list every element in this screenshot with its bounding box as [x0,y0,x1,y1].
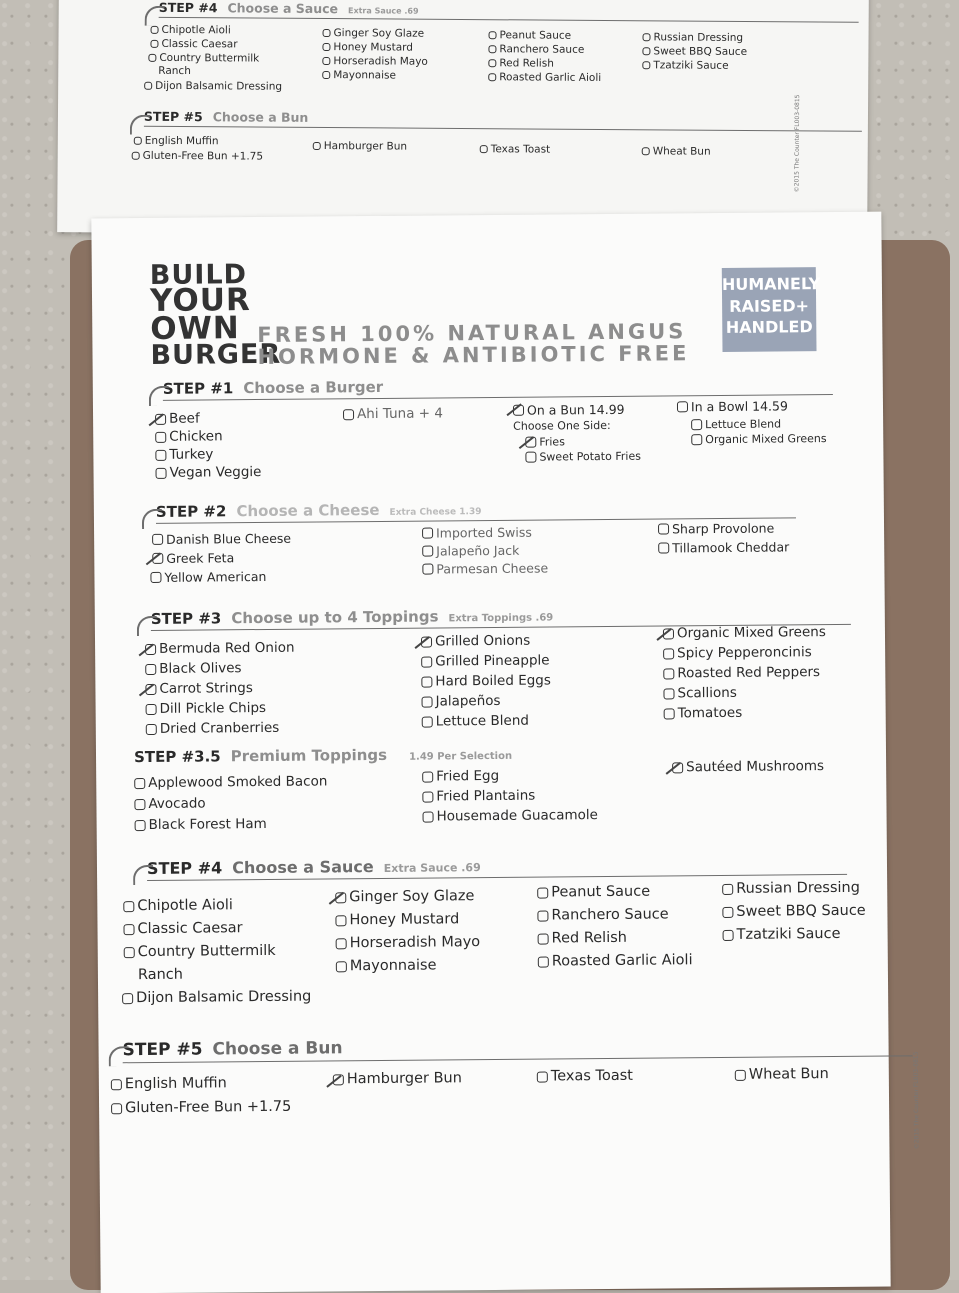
checkbox-icon[interactable] [150,572,161,583]
option-label: Red Relish [551,929,628,947]
option-grilled-onions[interactable] [421,633,530,650]
checkbox-icon[interactable] [664,708,675,719]
checkbox-icon[interactable] [135,820,146,831]
option-label: Housemade Guacamole [436,807,598,825]
checkbox-icon[interactable] [488,73,496,81]
option-texas-toast[interactable] [537,1068,633,1085]
step5-header: STEP #5 Choose a Bun [122,1033,912,1063]
back-option-red-relish[interactable] [488,57,554,69]
option-on-a-bun[interactable] [513,402,625,418]
option-label: Roasted Garlic Aioli [499,71,602,84]
option-honey-mustard[interactable] [335,911,459,928]
checkbox-icon[interactable] [152,534,163,545]
checkbox-icon[interactable] [480,145,488,153]
option-label: Choose One Side: [513,418,611,433]
checkbox-icon[interactable] [313,142,321,150]
checkbox-icon[interactable] [124,947,135,958]
option-bowl-mixed-greens[interactable] [691,432,826,446]
back-option-country-buttermilk[interactable] [148,52,259,65]
checkbox-icon[interactable] [323,29,331,37]
step4-header: STEP #4 Choose a Sauce Extra Sauce .69 [147,853,847,881]
option-vegan-veggie[interactable] [155,464,261,481]
option-label: Dijon Balsamic Dressing [155,79,283,93]
back-option-ranch [158,65,191,77]
option-label: Gluten-Free Bun +1.75 [125,1098,292,1117]
option-ahi-tuna[interactable] [343,405,443,422]
option-label: Organic Mixed Greens [676,624,826,642]
front-order-sheet [91,212,921,1293]
checkbox-icon[interactable] [336,938,347,949]
checkbox-icon[interactable] [663,688,674,699]
option-jalapeno-jack[interactable] [422,543,519,559]
back-option-english-muffin[interactable] [134,135,219,148]
checkbox-icon[interactable] [422,527,433,538]
back-option-ranchero[interactable] [488,43,584,56]
option-label: English Muffin [144,134,219,148]
option-russian-dressing[interactable] [722,880,860,897]
option-bermuda-red-onion[interactable] [145,640,295,657]
checkbox-icon[interactable] [343,409,354,420]
option-label: Texas Toast [490,143,551,156]
step-bracket [149,386,169,406]
humanely-raised-badge: HUMANELY RAISED+ HANDLED [722,267,817,352]
step2-header: STEP #2 Choose a Cheese Extra Cheese 1.39 [156,497,796,524]
option-label: Grilled Pineapple [435,652,550,670]
option-label: Turkey [169,446,214,463]
option-label: Fries [539,435,565,449]
checkbox-icon[interactable] [663,648,674,659]
option-sauteed-mushrooms[interactable] [672,758,824,775]
option-dried-cranberries[interactable] [146,720,280,737]
option-label: Ginger Soy Glaze [349,888,475,906]
option-yellow-american[interactable] [150,569,266,585]
checkbox-icon[interactable] [146,703,157,714]
option-label: Yellow American [164,568,267,585]
option-label: Ranch [137,966,183,984]
checkbox-icon[interactable] [123,924,134,935]
option-avocado[interactable] [134,795,205,812]
checkbox-icon[interactable] [146,723,157,734]
option-label: Honey Mustard [333,41,414,54]
option-label: Hard Boiled Eggs [435,672,551,690]
checkbox-icon[interactable] [642,47,650,55]
option-label: Spicy Pepperoncinis [677,644,812,662]
option-label: Greek Feta [166,550,235,566]
option-label: Roasted Garlic Aioli [551,952,693,970]
option-label: Wheat Bun [652,145,711,158]
back-option-texas-toast[interactable] [480,143,551,155]
option-tomatoes[interactable] [664,705,743,722]
back-option-russian[interactable] [642,31,743,44]
option-danish-blue[interactable] [152,531,291,547]
option-carrot-strings[interactable] [145,680,253,697]
checkbox-icon[interactable] [422,771,433,782]
checkbox-icon[interactable] [658,523,669,534]
option-label: Country Buttermilk [137,942,276,961]
option-chicken[interactable] [155,428,222,445]
option-label: Mayonnaise [349,957,437,975]
option-fried-egg[interactable] [422,768,499,785]
back-option-hamburger-bun[interactable] [313,140,407,153]
checkbox-icon[interactable] [537,887,548,898]
option-label: Jalapeños [435,692,501,710]
checkbox-icon[interactable] [537,910,548,921]
option-label: Sharp Provolone [671,520,775,537]
option-label: Jalapeño Jack [436,542,520,559]
option-roasted-garlic-aioli[interactable] [538,952,693,969]
checkbox-icon[interactable] [643,33,651,41]
checkbox-icon[interactable] [663,668,674,679]
checkbox-icon[interactable] [144,82,152,90]
option-scallions[interactable] [663,685,737,702]
option-parmesan[interactable] [422,560,548,576]
option-red-relish[interactable] [538,930,627,947]
checkbox-icon[interactable] [151,26,159,34]
checkbox-icon[interactable] [691,419,702,430]
option-label: Classic Caesar [137,920,243,938]
option-label: Dill Pickle Chips [159,699,267,717]
option-label: Fried Egg [436,767,500,785]
option-bowl-lettuce-blend[interactable] [691,417,781,431]
option-label: Lettuce Blend [705,417,782,432]
step1-header: STEP #1 Choose a Burger [163,374,833,401]
back-option-roasted-garlic[interactable] [488,71,601,84]
option-ranchero-sauce[interactable] [537,906,668,923]
checkbox-icon[interactable] [422,716,433,727]
option-label: Tzatziki Sauce [653,59,729,72]
checkbox-icon[interactable] [134,799,145,810]
option-label: Hamburger Bun [346,1070,462,1088]
option-label: Black Forest Ham [148,815,267,833]
option-label: Country Buttermilk [159,51,260,65]
checkbox-icon[interactable] [722,883,733,894]
option-label: Horseradish Mayo [349,934,481,952]
back-option-sweet-bbq[interactable] [642,45,747,58]
choose-one-side-label [513,419,611,433]
checkbox-icon[interactable] [422,696,433,707]
option-tzatziki-sauce[interactable] [723,926,841,943]
checkbox-icon[interactable] [145,663,156,674]
option-label: Hamburger Bun [323,140,408,153]
option-dijon-balsamic[interactable] [122,989,311,1007]
checkbox-icon[interactable] [538,956,549,967]
step-bracket [142,509,162,529]
option-label: Gluten-Free Bun +1.75 [142,149,264,163]
checkbox-icon[interactable] [122,993,133,1004]
option-label: Wheat Bun [748,1066,829,1083]
option-tillamook-cheddar[interactable] [658,539,789,555]
option-label: Sweet BBQ Sauce [736,902,866,920]
option-greek-feta[interactable] [152,550,234,566]
checkbox-icon[interactable] [134,137,142,145]
checkbox-icon[interactable] [421,656,432,667]
step35-header: STEP #3.5 Premium Toppings 1.49 Per Selection [133,745,513,767]
option-turkey[interactable] [155,446,213,463]
checkbox-icon[interactable] [489,31,497,39]
checkbox-icon[interactable] [132,152,140,160]
option-ranch-continuation [138,967,183,983]
checkbox-icon[interactable] [722,906,733,917]
checkbox-icon[interactable] [735,1069,746,1080]
option-label: Classic Caesar [161,37,238,51]
option-label: Parmesan Cheese [436,560,549,577]
option-label: Scallions [677,684,737,702]
tagline-hormone-free: HORMONE & ANTIBIOTIC FREE [257,341,690,370]
option-label: Dried Cranberries [159,719,280,737]
option-label: Bermuda Red Onion [159,639,295,657]
checkbox-icon[interactable] [422,791,433,802]
option-mayonnaise[interactable] [336,957,437,974]
option-label: Avocado [148,795,206,812]
step3-header: STEP #3 Choose up to 4 Toppings Extra Toppings .69 [151,604,851,631]
checkbox-icon[interactable] [421,676,432,687]
option-sweet-potato-fries[interactable] [525,450,641,464]
option-chipotle-aioli[interactable] [123,897,233,914]
option-country-buttermilk[interactable] [124,943,276,960]
step-bracket [130,115,150,135]
option-label: Sweet Potato Fries [539,449,641,464]
back-option-tzatziki[interactable] [642,59,728,72]
option-label: Ranchero Sauce [499,43,585,56]
back-option-chipotle-aioli[interactable] [151,24,231,37]
checkbox-icon[interactable] [642,147,650,155]
checkbox-icon[interactable] [658,542,669,553]
step-bracket [109,1046,129,1066]
checkbox-icon[interactable] [422,545,433,556]
option-housemade-guacamole[interactable] [422,807,597,825]
checkbox-icon[interactable] [691,434,702,445]
checkbox-icon[interactable] [335,915,346,926]
back-step5-header: STEP #5 Choose a Bun [144,109,862,132]
option-label: Mayonnaise [333,69,397,82]
option-label: Danish Blue Cheese [166,530,292,547]
option-black-olives[interactable] [145,660,241,677]
checkbox-icon[interactable] [322,57,330,65]
checkbox-icon[interactable] [423,811,434,822]
option-label: Horseradish Mayo [333,55,428,68]
checkbox-icon[interactable] [148,54,156,62]
option-label: English Muffin [124,1075,227,1093]
build-your-own-burger-title: BUILD YOUR OWN BURGER [149,259,282,372]
option-label: Russian Dressing [736,879,860,897]
back-option-honey-mustard[interactable] [322,41,413,54]
option-imported-swiss[interactable] [422,525,532,541]
option-label: In a Bowl 14.59 [690,398,788,415]
option-label: Chicken [169,428,223,445]
option-label: Russian Dressing [653,31,744,44]
option-sweet-bbq-sauce[interactable] [722,903,865,920]
checkbox-icon[interactable] [488,45,496,53]
option-ginger-soy-glaze[interactable] [335,888,474,905]
option-black-forest-ham[interactable] [135,816,267,833]
option-organic-mixed-greens[interactable] [663,624,826,641]
option-grilled-pineapple[interactable] [421,652,549,669]
option-hamburger-bun[interactable] [333,1070,462,1087]
option-roasted-red-peppers[interactable] [663,664,820,681]
option-label: Imported Swiss [436,524,532,541]
option-label: Ranch [158,64,191,78]
option-jalapenos[interactable] [421,693,500,710]
option-label: Grilled Onions [434,632,531,650]
option-label: Tillamook Cheddar [672,539,790,556]
checkbox-icon[interactable] [488,59,496,67]
checkbox-icon[interactable] [134,778,145,789]
option-beef[interactable] [155,411,200,427]
option-label: Organic Mixed Greens [705,432,827,447]
option-label: Tzatziki Sauce [736,925,841,943]
option-label: Red Relish [499,57,554,70]
option-label: Ginger Soy Glaze [333,27,425,40]
option-label: Dijon Balsamic Dressing [136,988,312,1007]
back-option-classic-caesar[interactable] [150,38,237,51]
option-label: Chipotle Aioli [137,897,233,915]
checkbox-icon[interactable] [677,401,688,412]
back-option-mayonnaise[interactable] [322,69,396,82]
option-label: Peanut Sauce [551,883,651,901]
option-label: Applewood Smoked Bacon [148,773,328,791]
option-label: Roasted Red Peppers [677,664,821,682]
checkbox-icon[interactable] [538,933,549,944]
option-label: Texas Toast [550,1067,633,1085]
back-option-dijon[interactable] [144,80,282,93]
option-classic-caesar[interactable] [123,920,242,937]
option-label: Vegan Veggie [169,463,262,481]
option-label: Peanut Sauce [499,29,572,42]
checkbox-icon[interactable] [155,431,166,442]
back-option-ginger-soy[interactable] [323,27,425,40]
checkbox-icon[interactable] [322,43,330,51]
option-peanut-sauce[interactable] [537,884,650,901]
back-option-horseradish[interactable] [322,55,428,68]
option-label: Chipotle Aioli [161,23,231,37]
option-label: Sweet BBQ Sauce [653,45,748,58]
option-fried-plantains[interactable] [422,788,535,805]
checkbox-icon[interactable] [642,61,650,69]
option-horseradish-mayo[interactable] [336,934,481,951]
tagline-angus: FRESH 100% NATURAL ANGUS [257,319,687,348]
step-bracket [133,865,153,885]
back-step4-header: STEP #4 Choose a Sauce Extra Sauce .69 [159,0,859,23]
option-hard-boiled-eggs[interactable] [421,672,551,689]
option-label: Honey Mustard [349,911,460,929]
option-label: Ranchero Sauce [551,906,669,924]
checkbox-icon[interactable] [111,1079,122,1090]
checkbox-icon[interactable] [336,961,347,972]
checkbox-icon[interactable] [322,71,330,79]
option-spicy-pepperoncinis[interactable] [663,644,812,661]
front-copyright: ©2015 The Counter FL003-0815 [912,1051,921,1150]
option-lettuce-blend[interactable] [422,713,529,730]
back-copyright: ©2015 The Counter FL003-0815 [793,94,802,193]
checkbox-icon[interactable] [723,929,734,940]
option-fries[interactable] [525,435,565,448]
option-label: Tomatoes [677,704,743,722]
back-option-gluten-free[interactable] [132,150,263,163]
checkbox-icon[interactable] [111,1103,122,1114]
option-label: Ahi Tuna + 4 [356,405,444,423]
option-sharp-provolone[interactable] [658,521,774,537]
checkbox-icon[interactable] [422,563,433,574]
checkbox-icon[interactable] [525,452,536,463]
option-label: On a Bun 14.99 [526,401,625,418]
checkbox-icon[interactable] [150,40,158,48]
option-dill-pickle-chips[interactable] [146,700,267,717]
back-order-sheet [57,0,869,238]
option-label: Beef [169,410,200,427]
option-label: Carrot Strings [159,680,253,697]
option-label: Fried Plantains [436,787,536,805]
checkbox-icon[interactable] [155,449,166,460]
option-label: Lettuce Blend [435,712,529,730]
option-english-muffin[interactable] [111,1075,227,1092]
step-bracket [137,616,157,636]
checkbox-icon[interactable] [123,901,134,912]
option-wheat-bun[interactable] [735,1066,829,1083]
option-label: Sautéed Mushrooms [686,758,825,776]
checkbox-icon[interactable] [155,467,166,478]
option-applewood-bacon[interactable] [134,773,327,791]
back-option-wheat-bun[interactable] [642,145,711,157]
option-gluten-free-bun[interactable] [111,1099,291,1117]
back-option-peanut[interactable] [488,29,571,42]
checkbox-icon[interactable] [537,1071,548,1082]
option-label: Black Olives [159,660,242,677]
option-in-a-bowl[interactable] [677,398,788,414]
